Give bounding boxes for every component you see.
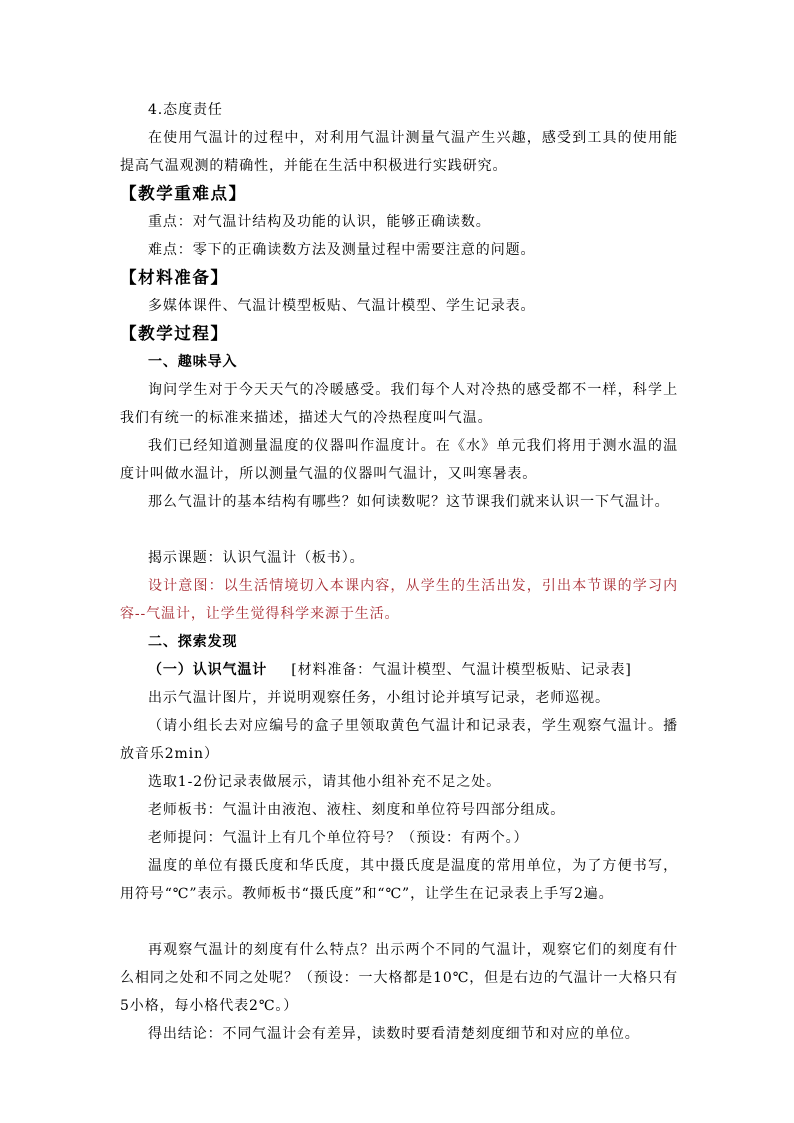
document-page [120, 96, 678, 1048]
part2-paragraph-2: （请小组长去对应编号的盒子里领取黄色气温计和记录表，学生观察气温计。播放音乐2min） [120, 718, 678, 762]
attitude-heading: 4.态度责任 [148, 102, 223, 118]
part2-paragraph-3: 选取1-2份记录表做展示，请其他小组补充不足之处。 [148, 774, 502, 790]
key-points-heading: 【教学重难点】 [120, 184, 247, 203]
part1-title: 一、趣味导入 [148, 354, 238, 370]
part2-title: 二、探索发现 [148, 634, 238, 650]
design-intent-note: 设计意图：以生活情境切入本课内容，从学生的生活出发，引出本节课的学习内容--气温计，让学生觉得科学来源于生活。 [120, 578, 678, 622]
attitude-paragraph: 在使用气温计的过程中，对利用气温计测量气温产生兴趣，感受到工具的使用能提高气温观测的精确性，并能在生活中积极进行实践研究。 [120, 130, 678, 174]
part2-paragraph-5: 老师提问：气温计上有几个单位符号？（预设：有两个。） [148, 830, 529, 846]
part2-paragraph-7: 再观察气温计的刻度有什么特点？出示两个不同的气温计，观察它们的刻度有什么相同之处和不同之处呢？（预设：一大格都是10℃，但是右边的气温计一大格只有5小格，每小格代表2℃。） [120, 942, 678, 1014]
part2-paragraph-6: 温度的单位有摄氏度和华氏度，其中摄氏度是温度的常用单位，为了方便书写，用符号“℃”表示。教师板书“摄氏度”和“℃”，让学生在记录表上手写2遍。 [120, 858, 678, 902]
part2-paragraph-8: 得出结论：不同气温计会有差异，读数时要看清楚刻度细节和对应的单位。 [148, 1026, 640, 1042]
sub1-materials: [材料准备：气温计模型、气温计模型板贴、记录表] [291, 662, 632, 678]
sub1-title: （一）认识气温计 [148, 662, 268, 678]
part2-paragraph-1: 出示气温计图片，并说明观察任务，小组讨论并填写记录，老师巡视。 [148, 690, 610, 706]
materials-paragraph: 多媒体课件、气温计模型板贴、气温计模型、学生记录表。 [148, 298, 536, 314]
part1-paragraph-2: 我们已经知道测量温度的仪器叫作温度计。在《水》单元我们将用于测水温的温度计叫做水温计，所以测量气温的仪器叫气温计，又叫寒暑表。 [120, 438, 678, 482]
part1-paragraph-3: 那么气温计的基本结构有哪些？如何读数呢？这节课我们就来认识一下气温计。 [148, 494, 670, 510]
part1-paragraph-4: 揭示课题：认识气温计（板书）。 [148, 550, 365, 566]
materials-heading: 【材料准备】 [120, 268, 229, 287]
part2-paragraph-4: 老师板书：气温计由液泡、液柱、刻度和单位符号四部分组成。 [148, 802, 566, 818]
important-point: 重点：对气温计结构及功能的认识，能够正确读数。 [148, 214, 491, 230]
difficult-point: 难点：零下的正确读数方法及测量过程中需要注意的问题。 [148, 242, 536, 258]
process-heading: 【教学过程】 [120, 324, 229, 343]
sub1-heading-row [120, 656, 678, 684]
part1-paragraph-1: 询问学生对于今天天气的冷暖感受。我们每个人对冷热的感受都不一样，科学上我们有统一的标准来描述，描述大气的冷热程度叫气温。 [120, 382, 678, 426]
